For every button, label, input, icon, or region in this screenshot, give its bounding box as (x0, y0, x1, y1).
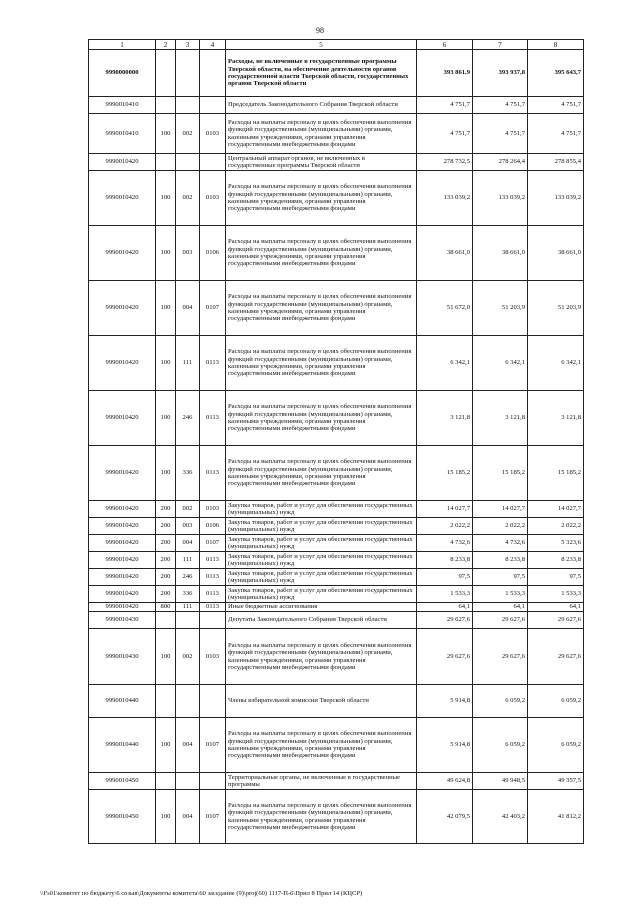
row-value-col8: 1 533,3 (528, 586, 584, 603)
table-row (89, 446, 584, 501)
row-value-col7: 38 661,0 (473, 226, 528, 281)
row-description: Расходы на выплаты персоналу в целях обеспечения выполнения функций государственными (муниципальными) органами, казенными учреждениями, органами управления государственными внебюджетными фондами (226, 446, 417, 501)
row-value-col6: 38 661,0 (417, 226, 473, 281)
row-value-col8: 2 022,2 (528, 518, 584, 535)
row-value-col7: 4 732,6 (473, 535, 528, 552)
row-section: 0106 (200, 518, 226, 535)
row-section: 0107 (200, 718, 226, 773)
row-value-col8: 49 357,5 (528, 773, 584, 790)
row-description: Расходы на выплаты персоналу в целях обеспечения выполнения функций государственными (муниципальными) органами, казенными учреждениями, органами управления государственными внебюджетными фондами (226, 336, 417, 391)
table-row (89, 501, 584, 518)
row-value-col7: 4 751,7 (473, 114, 528, 154)
row-expense-type: 200 (156, 535, 176, 552)
row-value-col7: 6 342,1 (473, 336, 528, 391)
row-code: 9990010420 (89, 535, 156, 552)
row-department: 111 (176, 336, 200, 391)
header-col-1: 1 (89, 40, 156, 50)
row-description: Расходы, не включенные в государственные программы Тверской области, на обеспечение деятельности органов государственной власти Тверской области, государственных органов Тверской области (226, 50, 417, 97)
row-description: Территориальные органы, не включенные в государственные программы (226, 773, 417, 790)
row-code: 9990010450 (89, 773, 156, 790)
row-value-col8: 41 812,2 (528, 790, 584, 844)
row-description: Председатель Законодательного Собрания Тверской области (226, 97, 417, 114)
row-expense-type: 200 (156, 518, 176, 535)
row-value-col6: 1 533,3 (417, 586, 473, 603)
row-value-col8: 4 751,7 (528, 114, 584, 154)
row-section: 0113 (200, 603, 226, 612)
row-expense-type (156, 685, 176, 718)
row-value-col6: 5 914,8 (417, 685, 473, 718)
row-value-col7: 29 627,6 (473, 612, 528, 629)
row-department: 002 (176, 501, 200, 518)
row-section (200, 612, 226, 629)
row-description: Члены избирательной комиссии Тверской области (226, 685, 417, 718)
row-expense-type: 100 (156, 281, 176, 336)
row-value-col7: 1 533,3 (473, 586, 528, 603)
row-value-col7: 6 059,2 (473, 718, 528, 773)
table-row (89, 391, 584, 446)
header-col-8: 8 (528, 40, 584, 50)
row-value-col8: 29 627,6 (528, 629, 584, 685)
table-row (89, 97, 584, 114)
row-section: 0113 (200, 336, 226, 391)
row-section: 0113 (200, 446, 226, 501)
row-value-col6: 42 079,5 (417, 790, 473, 844)
row-value-col8: 4 751,7 (528, 97, 584, 114)
row-section (200, 97, 226, 114)
row-section: 0113 (200, 586, 226, 603)
row-description: Расходы на выплаты персоналу в целях обеспечения выполнения функций государственными (муниципальными) органами, казенными учреждениями, органами управления государственными внебюджетными фондами (226, 790, 417, 844)
row-description: Расходы на выплаты персоналу в целях обеспечения выполнения функций государственными (муниципальными) органами, казенными учреждениями, органами управления государственными внебюджетными фондами (226, 171, 417, 226)
row-department: 246 (176, 391, 200, 446)
row-description: Закупка товаров, работ и услуг для обеспечения государственных (муниципальных) нужд (226, 552, 417, 569)
table-row (89, 612, 584, 629)
row-description: Закупка товаров, работ и услуг для обеспечения государственных (муниципальных) нужд (226, 501, 417, 518)
row-section: 0107 (200, 535, 226, 552)
row-value-col6: 393 861,9 (417, 50, 473, 97)
row-value-col8: 6 342,1 (528, 336, 584, 391)
row-department: 002 (176, 629, 200, 685)
row-description: Расходы на выплаты персоналу в целях обеспечения выполнения функций государственными (муниципальными) органами, казенными учреждениями, органами управления государственными внебюджетными фондами (226, 226, 417, 281)
row-value-col6: 15 185,2 (417, 446, 473, 501)
row-description: Закупка товаров, работ и услуг для обеспечения государственных (муниципальных) нужд (226, 518, 417, 535)
row-expense-type: 100 (156, 391, 176, 446)
row-value-col6: 97,5 (417, 569, 473, 586)
table-row (89, 281, 584, 336)
row-value-col7: 8 233,8 (473, 552, 528, 569)
header-col-2: 2 (156, 40, 176, 50)
row-code: 9990010420 (89, 586, 156, 603)
row-expense-type: 800 (156, 603, 176, 612)
row-code: 9990010420 (89, 569, 156, 586)
header-col-7: 7 (473, 40, 528, 50)
table-row (89, 50, 584, 97)
row-value-col8: 38 661,0 (528, 226, 584, 281)
row-value-col6: 5 914,8 (417, 718, 473, 773)
row-description: Расходы на выплаты персоналу в целях обеспечения выполнения функций государственными (муниципальными) органами, казенными учреждениями, органами управления государственными внебюджетными фондами (226, 114, 417, 154)
table-row (89, 718, 584, 773)
table-row (89, 336, 584, 391)
row-department: 002 (176, 171, 200, 226)
table-row (89, 629, 584, 685)
row-section (200, 773, 226, 790)
row-value-col7: 6 059,2 (473, 685, 528, 718)
row-value-col7: 64,1 (473, 603, 528, 612)
row-department: 336 (176, 586, 200, 603)
row-expense-type (156, 50, 176, 97)
row-expense-type: 100 (156, 171, 176, 226)
row-value-col8: 51 203,9 (528, 281, 584, 336)
row-code: 9990010440 (89, 718, 156, 773)
row-department: 004 (176, 718, 200, 773)
row-description: Расходы на выплаты персоналу в целях обеспечения выполнения функций государственными (муниципальными) органами, казенными учреждениями, органами управления государственными внебюджетными фондами (226, 718, 417, 773)
row-value-col6: 278 732,5 (417, 154, 473, 171)
table-row (89, 773, 584, 790)
table-row (89, 114, 584, 154)
row-section: 0113 (200, 391, 226, 446)
row-description: Расходы на выплаты персоналу в целях обеспечения выполнения функций государственными (муниципальными) органами, казенными учреждениями, органами управления государственными внебюджетными фондами (226, 629, 417, 685)
row-value-col6: 3 121,8 (417, 391, 473, 446)
row-value-col6: 133 039,2 (417, 171, 473, 226)
row-value-col7: 3 121,8 (473, 391, 528, 446)
row-code: 9990010430 (89, 612, 156, 629)
row-section: 0103 (200, 629, 226, 685)
row-code: 9990010430 (89, 629, 156, 685)
header-col-6: 6 (417, 40, 473, 50)
row-code: 9990000000 (89, 50, 156, 97)
row-value-col6: 64,1 (417, 603, 473, 612)
table-row (89, 171, 584, 226)
page-number: 98 (316, 26, 324, 35)
row-expense-type: 200 (156, 569, 176, 586)
row-department: 004 (176, 535, 200, 552)
row-department (176, 612, 200, 629)
row-section: 0113 (200, 552, 226, 569)
budget-table (88, 39, 584, 844)
row-description: Центральный аппарат органов, не включенных в государственные программы Тверской области (226, 154, 417, 171)
row-department: 004 (176, 790, 200, 844)
row-value-col8: 395 643,7 (528, 50, 584, 97)
row-value-col7: 4 751,7 (473, 97, 528, 114)
row-expense-type (156, 154, 176, 171)
table-row (89, 535, 584, 552)
table-row (89, 518, 584, 535)
row-section: 0113 (200, 569, 226, 586)
row-value-col6: 6 342,1 (417, 336, 473, 391)
row-value-col8: 5 323,6 (528, 535, 584, 552)
row-expense-type (156, 773, 176, 790)
row-value-col8: 6 059,2 (528, 718, 584, 773)
row-value-col7: 14 027,7 (473, 501, 528, 518)
row-section: 0106 (200, 226, 226, 281)
row-expense-type (156, 97, 176, 114)
row-department (176, 685, 200, 718)
row-value-col8: 15 185,2 (528, 446, 584, 501)
row-description: Закупка товаров, работ и услуг для обеспечения государственных (муниципальных) нужд (226, 586, 417, 603)
row-code: 9990010420 (89, 552, 156, 569)
row-value-col7: 42 403,2 (473, 790, 528, 844)
row-expense-type: 100 (156, 629, 176, 685)
header-col-3: 3 (176, 40, 200, 50)
row-expense-type: 200 (156, 501, 176, 518)
row-expense-type: 200 (156, 586, 176, 603)
row-description: Закупка товаров, работ и услуг для обеспечения государственных (муниципальных) нужд (226, 569, 417, 586)
row-expense-type: 100 (156, 114, 176, 154)
row-value-col7: 29 627,6 (473, 629, 528, 685)
row-code: 9990010420 (89, 446, 156, 501)
row-value-col7: 97,5 (473, 569, 528, 586)
table-row (89, 685, 584, 718)
row-value-col7: 133 039,2 (473, 171, 528, 226)
row-code: 9990010420 (89, 501, 156, 518)
row-value-col8: 133 039,2 (528, 171, 584, 226)
table-row (89, 569, 584, 586)
row-section (200, 50, 226, 97)
row-value-col8: 64,1 (528, 603, 584, 612)
row-department (176, 773, 200, 790)
row-code: 9990010420 (89, 391, 156, 446)
header-col-4: 4 (200, 40, 226, 50)
table-row (89, 226, 584, 281)
row-department: 002 (176, 114, 200, 154)
table-row (89, 603, 584, 612)
row-code: 9990010420 (89, 603, 156, 612)
table-body (89, 50, 584, 844)
row-section (200, 154, 226, 171)
row-section: 0103 (200, 171, 226, 226)
row-department: 336 (176, 446, 200, 501)
row-value-col6: 4 732,6 (417, 535, 473, 552)
file-path-footer: \\Fs01\комитет по бюджету\6 созыв\Документы комитета\60 заседание (9)\proj(60) 1117-П-6\Прил 8 Прил 14 (КЦСР) (40, 890, 363, 897)
row-value-col6: 2 022,2 (417, 518, 473, 535)
row-value-col8: 3 121,8 (528, 391, 584, 446)
row-description: Расходы на выплаты персоналу в целях обеспечения выполнения функций государственными (муниципальными) органами, казенными учреждениями, органами управления государственными внебюджетными фондами (226, 391, 417, 446)
row-value-col7: 15 185,2 (473, 446, 528, 501)
row-description: Иные бюджетные ассигнования (226, 603, 417, 612)
table-row (89, 790, 584, 844)
row-value-col8: 278 855,4 (528, 154, 584, 171)
row-value-col7: 393 937,8 (473, 50, 528, 97)
row-code: 9990010420 (89, 518, 156, 535)
row-expense-type: 200 (156, 552, 176, 569)
row-expense-type: 100 (156, 336, 176, 391)
row-department (176, 50, 200, 97)
row-code: 9990010410 (89, 114, 156, 154)
row-department (176, 154, 200, 171)
row-section: 0103 (200, 501, 226, 518)
row-value-col6: 14 027,7 (417, 501, 473, 518)
row-value-col6: 29 627,6 (417, 629, 473, 685)
row-expense-type: 100 (156, 718, 176, 773)
row-section: 0103 (200, 114, 226, 154)
row-value-col8: 14 027,7 (528, 501, 584, 518)
row-code: 9990010420 (89, 171, 156, 226)
row-value-col7: 51 203,9 (473, 281, 528, 336)
row-department: 246 (176, 569, 200, 586)
row-expense-type: 100 (156, 446, 176, 501)
row-value-col8: 6 059,2 (528, 685, 584, 718)
row-description: Расходы на выплаты персоналу в целях обеспечения выполнения функций государственными (муниципальными) органами, казенными учреждениями, органами управления государственными внебюджетными фондами (226, 281, 417, 336)
table-row (89, 154, 584, 171)
row-section: 0107 (200, 281, 226, 336)
row-department: 004 (176, 281, 200, 336)
row-value-col6: 51 672,0 (417, 281, 473, 336)
row-section: 0107 (200, 790, 226, 844)
row-department: 003 (176, 226, 200, 281)
table-row (89, 586, 584, 603)
row-department: 003 (176, 518, 200, 535)
row-value-col8: 29 627,6 (528, 612, 584, 629)
row-description: Закупка товаров, работ и услуг для обеспечения государственных (муниципальных) нужд (226, 535, 417, 552)
row-description: Депутаты Законодательного Собрания Тверской области (226, 612, 417, 629)
row-department: 111 (176, 603, 200, 612)
row-code: 9990010420 (89, 336, 156, 391)
row-value-col6: 4 751,7 (417, 97, 473, 114)
row-code: 9990010420 (89, 281, 156, 336)
row-value-col7: 278 264,4 (473, 154, 528, 171)
table-row (89, 552, 584, 569)
row-value-col6: 49 624,8 (417, 773, 473, 790)
row-value-col6: 29 627,6 (417, 612, 473, 629)
row-value-col6: 8 233,8 (417, 552, 473, 569)
row-code: 9990010420 (89, 226, 156, 281)
row-code: 9990010450 (89, 790, 156, 844)
row-expense-type: 100 (156, 790, 176, 844)
table-header-row (89, 40, 584, 50)
header-col-5: 5 (226, 40, 417, 50)
row-code: 9990010440 (89, 685, 156, 718)
row-department: 111 (176, 552, 200, 569)
row-value-col8: 8 233,8 (528, 552, 584, 569)
row-section (200, 685, 226, 718)
row-value-col8: 97,5 (528, 569, 584, 586)
row-expense-type: 100 (156, 226, 176, 281)
row-code: 9990010420 (89, 154, 156, 171)
row-code: 9990010410 (89, 97, 156, 114)
row-expense-type (156, 612, 176, 629)
row-value-col7: 49 948,5 (473, 773, 528, 790)
row-value-col6: 4 751,7 (417, 114, 473, 154)
row-value-col7: 2 022,2 (473, 518, 528, 535)
row-department (176, 97, 200, 114)
